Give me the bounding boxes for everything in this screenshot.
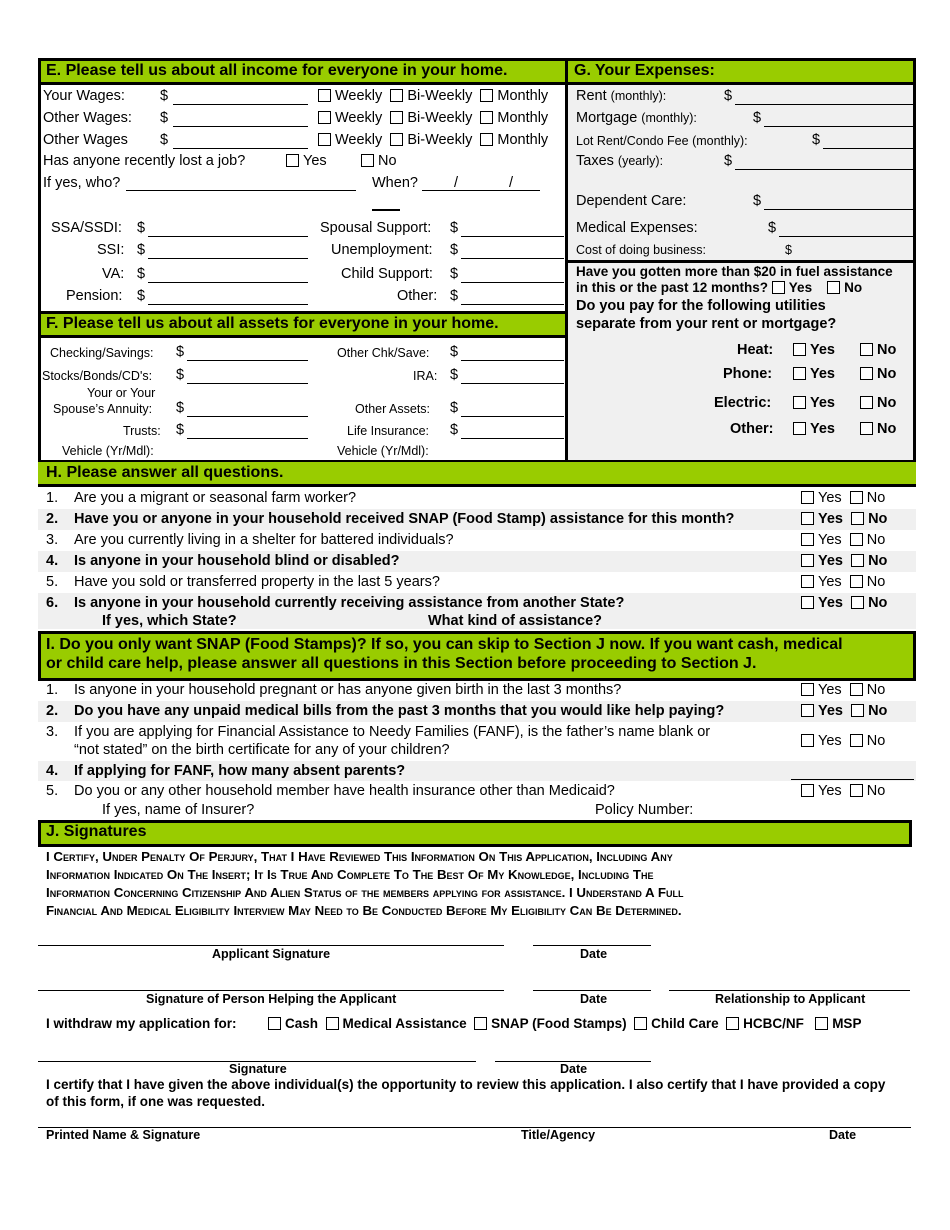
dependent-care-field[interactable] (764, 209, 914, 210)
ira-field[interactable] (461, 383, 564, 384)
weekly-label: Weekly (335, 110, 383, 126)
question-text: Have you sold or transferred property in the last 5 years? (74, 574, 440, 590)
no-label: No (866, 490, 886, 506)
yes-checkbox[interactable] (772, 281, 785, 294)
no-label: No (877, 421, 897, 437)
your-wages-frequency (318, 88, 548, 104)
heat-label: Heat: (737, 342, 774, 358)
dollar: $ (450, 220, 459, 236)
other-wages-label: Other Wages: (43, 110, 132, 126)
question-text: Is anyone in your household blind or disabled? (74, 553, 400, 569)
biweekly-checkbox[interactable] (390, 133, 403, 146)
yes-label: Yes (810, 395, 835, 411)
dollar: $ (450, 288, 459, 304)
question-number: 2. (46, 703, 59, 719)
dollar: $ (753, 110, 762, 126)
no-label: No (868, 595, 888, 611)
life-insurance-field[interactable] (461, 438, 564, 439)
relationship-field[interactable] (669, 990, 910, 991)
hcbc-label: HCBC/NF (743, 1016, 804, 1031)
electric-label: Electric: (714, 395, 772, 411)
no-label: No (877, 366, 897, 382)
ssi-label: SSI: (97, 242, 125, 258)
dollar: $ (176, 400, 185, 416)
title-agency-label: Title/Agency (521, 1128, 596, 1142)
spousal-label: Spousal Support: (320, 220, 432, 236)
question-number: 4. (46, 553, 59, 569)
vehicle-label-2: Vehicle (Yr/Mdl): (337, 444, 429, 458)
question-text: Are you currently living in a shelter for battered individuals? (74, 532, 454, 548)
yes-checkbox[interactable] (801, 575, 814, 588)
yes-checkbox[interactable] (793, 367, 806, 380)
no-label: No (877, 395, 897, 411)
yes-checkbox[interactable] (801, 533, 814, 546)
unemployment-field[interactable] (461, 258, 564, 259)
yes-no-pair (801, 682, 885, 698)
dollar: $ (785, 243, 792, 257)
certification-line: Financial And Medical Eligibility Interview May Need to Be Conducted Before My Eligibility Can Be Determined. (46, 903, 682, 918)
lot-rent-qualifier: (monthly): (692, 134, 748, 148)
yes-label: Yes (818, 783, 842, 799)
policy-number-label: Policy Number: (595, 802, 694, 818)
question-text: Have you or anyone in your household received SNAP (Food Stamp) assistance for this month? (74, 511, 735, 527)
dollar: $ (724, 153, 733, 169)
dollar: $ (160, 88, 169, 104)
other-assets-field[interactable] (461, 416, 564, 417)
yes-no-pair (801, 490, 885, 506)
no-label: No (866, 532, 886, 548)
no-label: No (866, 783, 886, 799)
medical-expenses-label: Medical Expenses: (576, 220, 698, 236)
dollar: $ (137, 288, 146, 304)
helper-date-field[interactable] (533, 990, 651, 991)
monthly-checkbox[interactable] (480, 111, 493, 124)
yes-checkbox[interactable] (801, 704, 814, 717)
no-checkbox[interactable] (851, 704, 864, 717)
taxes-text: Taxes (576, 153, 614, 169)
yes-label: Yes (818, 574, 842, 590)
taxes-label (576, 153, 663, 169)
rent-text: Rent (576, 88, 607, 104)
date-label: Date (580, 947, 608, 961)
question-number: 5. (46, 574, 59, 590)
phone-yes (793, 366, 835, 382)
medical-expenses-field[interactable] (779, 236, 914, 237)
dollar: $ (450, 422, 459, 438)
date-label: Date (560, 1062, 588, 1076)
applicant-date-field[interactable] (533, 945, 651, 946)
when-field[interactable] (422, 190, 540, 191)
applicant-signature-label: Applicant Signature (212, 947, 331, 961)
yes-label: Yes (818, 553, 843, 569)
yes-checkbox[interactable] (801, 512, 814, 525)
given-certification-line1: I certify that I have given the above individual(s) the opportunity to review this application. I also certify that I have provided a copy (46, 1077, 886, 1092)
no-checkbox[interactable] (851, 596, 864, 609)
checking-label: Checking/Savings: (50, 346, 154, 360)
ssi-field[interactable] (148, 258, 308, 259)
date-label: Date (580, 992, 608, 1006)
no-checkbox[interactable] (850, 784, 863, 797)
no-label: No (868, 703, 888, 719)
no-checkbox[interactable] (860, 343, 873, 356)
your-wages-field[interactable] (173, 104, 308, 105)
your-wages-label: Your Wages: (43, 88, 125, 104)
yes-label: Yes (810, 342, 835, 358)
divider (38, 311, 566, 314)
no-checkbox[interactable] (827, 281, 840, 294)
other-utility-label: Other: (730, 421, 774, 437)
question-number: 3. (46, 532, 59, 548)
yes-no-pair (801, 574, 885, 590)
ssa-label: SSA/SSDI: (51, 220, 122, 236)
msp-label: MSP (832, 1016, 862, 1031)
yes-checkbox[interactable] (801, 491, 814, 504)
question-number: 3. (46, 724, 59, 740)
certification-line: Information Indicated On The Insert; It Is True And Complete To The Best Of My Knowledge, Including The (46, 867, 654, 882)
no-checkbox[interactable] (850, 734, 863, 747)
other-wages-frequency-2 (318, 132, 548, 148)
no-checkbox[interactable] (851, 512, 864, 525)
question-text: Do you or any other household member have health insurance other than Medicaid? (74, 783, 615, 799)
medical-label: Medical Assistance (342, 1016, 467, 1031)
pension-field[interactable] (148, 304, 308, 305)
annuity-field[interactable] (187, 416, 308, 417)
certification-line: Information Concerning Citizenship And Alien Status of the members applying for assistance. I Understand A Full (46, 885, 684, 900)
rent-label (576, 88, 666, 104)
no-checkbox[interactable] (851, 554, 864, 567)
if-yes-who-label: If yes, who? (43, 175, 121, 191)
no-label: No (866, 733, 886, 749)
weekly-checkbox[interactable] (318, 133, 331, 146)
no-label: No (866, 574, 886, 590)
other-wages-field-2[interactable] (173, 148, 308, 149)
question-text: Is anyone in your household currently receiving assistance from another State? (74, 595, 625, 611)
question-number: 2. (46, 511, 59, 527)
fuel-question-line2 (576, 280, 862, 295)
other-chk-field[interactable] (461, 360, 564, 361)
mortgage-text: Mortgage (576, 110, 638, 126)
utilities-question-line2: separate from your rent or mortgage? (576, 316, 837, 332)
monthly-label: Monthly (497, 132, 549, 148)
yes-label: Yes (818, 682, 842, 698)
lost-job-no (361, 153, 397, 169)
dollar: $ (137, 266, 146, 282)
section-i-title-line1: I. Do you only want SNAP (Food Stamps)? If so, you can skip to Section J now. If you want cash, medical (46, 636, 843, 653)
dollar: $ (812, 132, 821, 148)
biweekly-checkbox[interactable] (390, 89, 403, 102)
section-f-header: F. Please tell us about all assets for everyone in your home. (38, 313, 566, 337)
ssa-field[interactable] (148, 236, 308, 237)
section-j-border (38, 820, 912, 847)
helper-signature-label: Signature of Person Helping the Applicant (146, 992, 397, 1006)
fuel-question-text: in this or the past 12 months? (576, 280, 769, 295)
yes-no-pair (801, 703, 887, 719)
mortgage-field[interactable] (764, 126, 914, 127)
yes-checkbox[interactable] (801, 596, 814, 609)
no-label: No (866, 682, 886, 698)
other-utility-no (860, 421, 896, 437)
dollar: $ (768, 220, 777, 236)
cash-checkbox[interactable] (268, 1017, 281, 1030)
applicant-signature-field[interactable] (38, 945, 504, 946)
yes-label: Yes (303, 153, 327, 169)
child-support-label: Child Support: (341, 266, 433, 282)
weekly-label: Weekly (335, 88, 383, 104)
ira-label: IRA: (413, 369, 438, 383)
section-j-header: J. Signatures (38, 822, 910, 846)
yes-checkbox[interactable] (793, 343, 806, 356)
monthly-checkbox[interactable] (480, 89, 493, 102)
no-label: No (877, 342, 897, 358)
yes-checkbox[interactable] (801, 683, 814, 696)
unemployment-label: Unemployment: (331, 242, 433, 258)
no-checkbox[interactable] (860, 367, 873, 380)
no-label: No (378, 153, 397, 169)
question-text: Is anyone in your household pregnant or has anyone given birth in the last 3 months? (74, 682, 622, 698)
no-checkbox[interactable] (850, 533, 863, 546)
other-income-label: Other: (397, 288, 438, 304)
what-kind-label: What kind of assistance? (428, 613, 603, 629)
weekly-checkbox[interactable] (318, 111, 331, 124)
stocks-label: Stocks/Bonds/CD's: (42, 369, 153, 383)
withdraw-options (268, 1016, 861, 1031)
other-wages-field[interactable] (173, 126, 308, 127)
signature-label: Signature (229, 1062, 287, 1076)
no-checkbox[interactable] (860, 396, 873, 409)
divider (38, 335, 566, 338)
other-utility-yes (793, 421, 835, 437)
yes-no-pair (801, 595, 887, 611)
stocks-field[interactable] (187, 383, 308, 384)
yes-label: Yes (810, 421, 835, 437)
section-h-header: H. Please answer all questions. (38, 462, 916, 486)
yes-label: Yes (818, 490, 842, 506)
yes-no-pair (801, 783, 885, 799)
no-checkbox[interactable] (850, 575, 863, 588)
biweekly-label: Bi-Weekly (407, 88, 473, 104)
question-number: 1. (46, 490, 59, 506)
annuity-label-line2: Spouse’s Annuity: (53, 402, 153, 416)
monthly-label: Monthly (497, 88, 549, 104)
mortgage-qualifier: (monthly): (641, 111, 697, 125)
no-label: No (868, 553, 888, 569)
child-care-label: Child Care (651, 1016, 719, 1031)
dollar: $ (724, 88, 733, 104)
section-i-border (38, 631, 916, 681)
child-care-checkbox[interactable] (634, 1017, 647, 1030)
divider (38, 484, 916, 487)
no-checkbox[interactable] (850, 491, 863, 504)
yes-no-pair (801, 553, 887, 569)
helper-signature-field[interactable] (38, 990, 504, 991)
yes-checkbox[interactable] (801, 734, 814, 747)
va-field[interactable] (148, 282, 308, 283)
dollar: $ (137, 220, 146, 236)
date-label: Date (829, 1128, 857, 1142)
dollar: $ (753, 193, 762, 209)
printed-name-label: Printed Name & Signature (46, 1128, 201, 1142)
divider (38, 82, 916, 85)
electric-no (860, 395, 896, 411)
phone-no (860, 366, 896, 382)
dollar: $ (450, 367, 459, 383)
insurer-label: If yes, name of Insurer? (102, 802, 255, 818)
lot-rent-label (576, 134, 748, 148)
question-number: 4. (46, 763, 59, 779)
yes-label: Yes (818, 532, 842, 548)
other-income-field[interactable] (461, 304, 564, 305)
date-separator: / (454, 175, 459, 191)
yes-checkbox[interactable] (801, 784, 814, 797)
yes-label: Yes (818, 595, 843, 611)
fuel-question-line1: Have you gotten more than $20 in fuel assistance (576, 264, 893, 279)
no-checkbox[interactable] (850, 683, 863, 696)
weekly-label: Weekly (335, 132, 383, 148)
biweekly-label: Bi-Weekly (407, 110, 473, 126)
child-support-field[interactable] (461, 282, 564, 283)
msp-checkbox[interactable] (815, 1017, 828, 1030)
lot-rent-field[interactable] (823, 148, 914, 149)
lost-job-label: Has anyone recently lost a job? (43, 153, 246, 169)
other-assets-label: Other Assets: (355, 402, 431, 416)
relationship-label: Relationship to Applicant (715, 992, 866, 1006)
yes-checkbox[interactable] (286, 154, 299, 167)
trusts-field[interactable] (187, 438, 308, 439)
yes-checkbox[interactable] (793, 422, 806, 435)
dollar: $ (450, 242, 459, 258)
when-label: When? (372, 175, 418, 191)
question-text-line1: If you are applying for Financial Assistance to Needy Families (FANF), is the father’s name blank or (74, 724, 711, 740)
section-e-header: E. Please tell us about all income for everyone in your home. (38, 60, 566, 84)
dollar: $ (176, 422, 185, 438)
question-number: 5. (46, 783, 59, 799)
medical-checkbox[interactable] (326, 1017, 339, 1030)
rent-field[interactable] (735, 104, 914, 105)
annuity-label-line1: Your or Your (87, 386, 156, 400)
biweekly-label: Bi-Weekly (407, 132, 473, 148)
dollar: $ (176, 344, 185, 360)
other-wages-frequency (318, 110, 548, 126)
given-certification-line2: of this form, if one was requested. (46, 1094, 266, 1109)
heat-yes (793, 342, 835, 358)
yes-label: Yes (788, 280, 813, 295)
spousal-field[interactable] (461, 236, 564, 237)
dollar: $ (160, 110, 169, 126)
va-label: VA: (102, 266, 125, 282)
yes-no-pair (801, 511, 887, 527)
question-text-line2: “not stated” on the birth certificate for any of your children? (74, 742, 450, 758)
section-g-header: G. Your Expenses: (566, 60, 916, 84)
dollar: $ (450, 400, 459, 416)
yes-label: Yes (818, 703, 843, 719)
yes-no-pair (801, 733, 885, 749)
weekly-checkbox[interactable] (318, 89, 331, 102)
heat-no (860, 342, 896, 358)
lot-rent-text: Lot Rent/Condo Fee (576, 134, 689, 148)
yes-no-pair (801, 532, 885, 548)
mortgage-label (576, 110, 697, 126)
no-label: No (844, 280, 863, 295)
vehicle-label: Vehicle (Yr/Mdl): (62, 444, 154, 458)
life-insurance-label: Life Insurance: (347, 424, 429, 438)
monthly-checkbox[interactable] (480, 133, 493, 146)
dependent-care-label: Dependent Care: (576, 193, 687, 209)
who-field[interactable] (126, 190, 356, 191)
section-i-title-line2: or child care help, please answer all questions in this Section before proceeding to Section J. (46, 655, 757, 672)
taxes-qualifier: (yearly): (617, 154, 664, 168)
dollar: $ (137, 242, 146, 258)
hcbc-checkbox[interactable] (726, 1017, 739, 1030)
phone-label: Phone: (723, 366, 773, 382)
no-label: No (868, 511, 888, 527)
business-cost-label: Cost of doing business: (576, 243, 706, 257)
divider (566, 260, 916, 263)
pension-label: Pension: (66, 288, 123, 304)
question-text: Are you a migrant or seasonal farm worker? (74, 490, 357, 506)
utilities-question-line1: Do you pay for the following utilities (576, 298, 826, 314)
question-number: 1. (46, 682, 59, 698)
dollar: $ (160, 132, 169, 148)
snap-checkbox[interactable] (474, 1017, 487, 1030)
monthly-label: Monthly (497, 110, 549, 126)
question-text: Do you have any unpaid medical bills from the past 3 months that you would like help paying? (74, 703, 725, 719)
cash-label: Cash (285, 1016, 319, 1031)
yes-checkbox[interactable] (801, 554, 814, 567)
certification-text (46, 848, 906, 920)
trusts-label: Trusts: (123, 424, 161, 438)
dollar: $ (450, 344, 459, 360)
which-state-label: If yes, which State? (102, 613, 237, 629)
snap-label: SNAP (Food Stamps) (491, 1016, 627, 1031)
other-wages-label: Other Wages (43, 132, 128, 148)
rent-qualifier: (monthly): (610, 89, 667, 103)
dollar: $ (176, 367, 185, 383)
dollar: $ (450, 266, 459, 282)
question-text: If applying for FANF, how many absent parents? (74, 763, 406, 779)
date-separator: / (509, 175, 514, 191)
checking-field[interactable] (187, 360, 308, 361)
no-checkbox[interactable] (361, 154, 374, 167)
lost-job-yes (286, 153, 327, 169)
divider (372, 209, 400, 211)
yes-label: Yes (818, 733, 842, 749)
absent-parents-field[interactable] (791, 779, 914, 780)
question-number: 6. (46, 595, 59, 611)
biweekly-checkbox[interactable] (390, 111, 403, 124)
other-chk-label: Other Chk/Save: (337, 346, 430, 360)
yes-label: Yes (810, 366, 835, 382)
certification-line: I Certify, Under Penalty Of Perjury, That I Have Reviewed This Information On This Application, Including Any (46, 849, 673, 864)
no-checkbox[interactable] (860, 422, 873, 435)
yes-checkbox[interactable] (793, 396, 806, 409)
taxes-field[interactable] (735, 169, 914, 170)
withdraw-label: I withdraw my application for: (46, 1016, 237, 1031)
electric-yes (793, 395, 835, 411)
yes-label: Yes (818, 511, 843, 527)
